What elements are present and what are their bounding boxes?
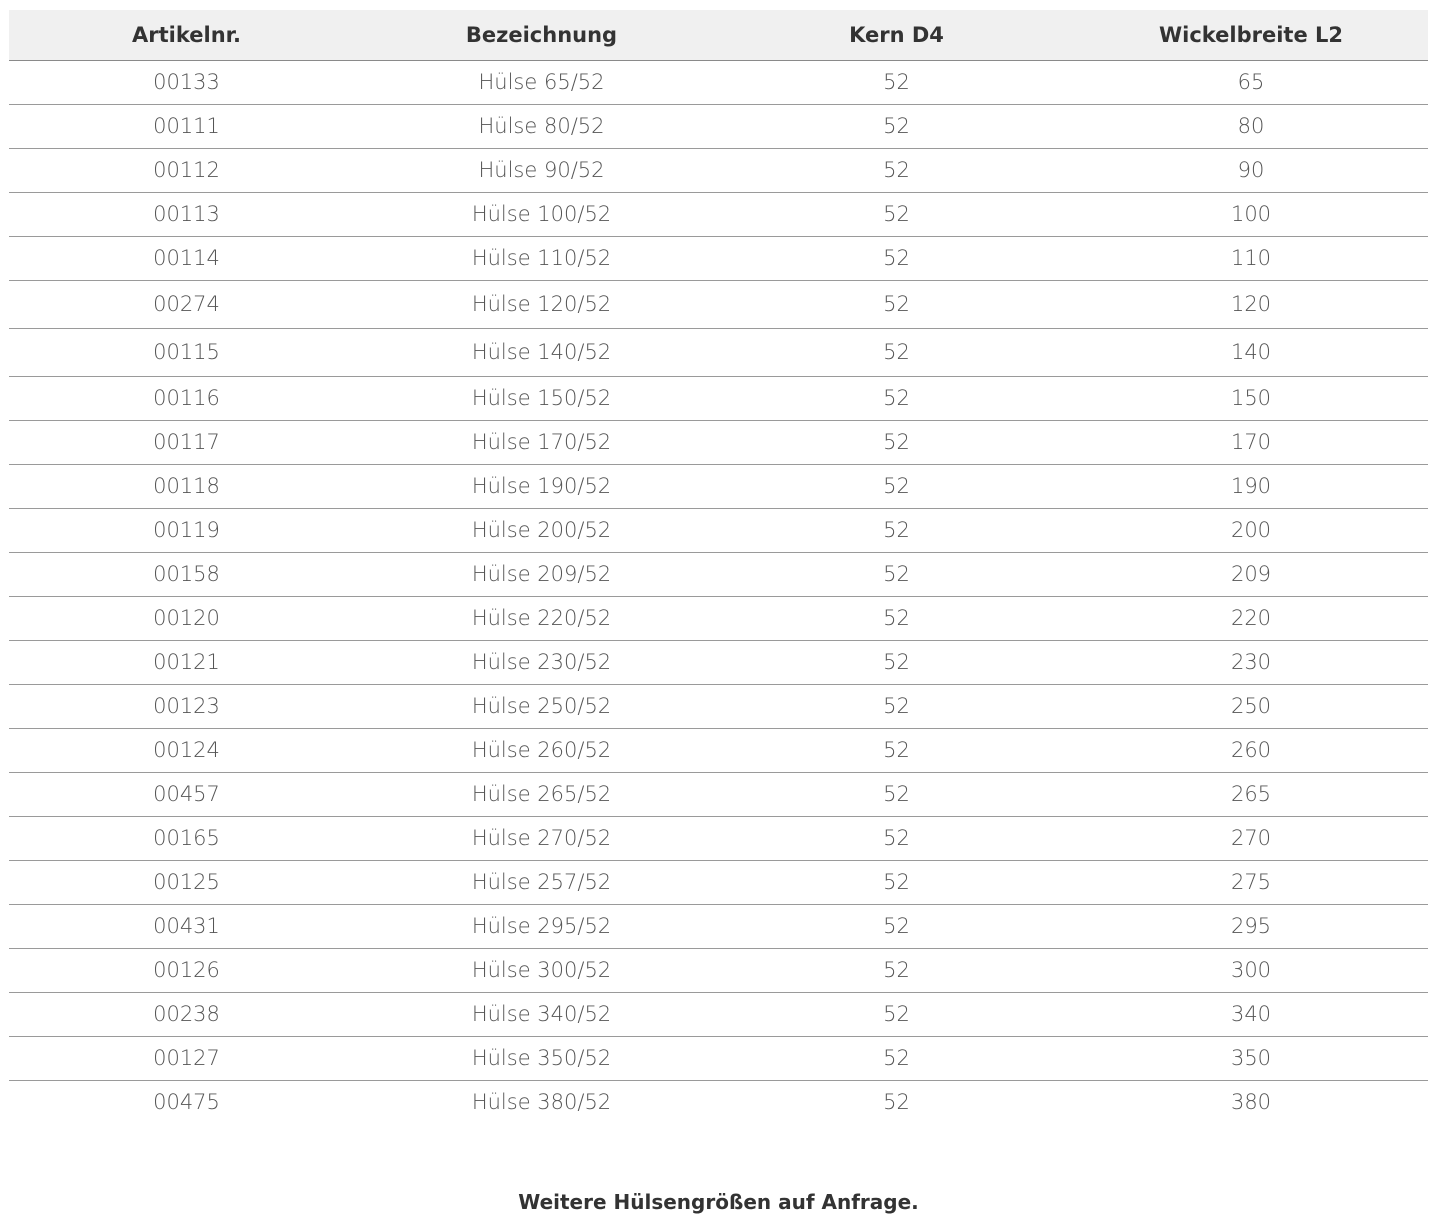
cell-article-number: 00158 [9,552,364,596]
cell-article-number: 00114 [9,236,364,280]
cell-core-d4: 52 [719,192,1074,236]
cell-designation: Hülse 230/52 [364,640,719,684]
table-row [9,236,1428,280]
cell-article-number: 00124 [9,728,364,772]
table-row [9,992,1428,1036]
table-row [9,596,1428,640]
cell-designation: Hülse 250/52 [364,684,719,728]
cell-core-d4: 52 [719,148,1074,192]
table-row [9,684,1428,728]
cell-designation: Hülse 120/52 [364,280,719,328]
cell-winding-width-l2: 340 [1074,992,1428,1036]
cell-winding-width-l2: 275 [1074,860,1428,904]
cell-core-d4: 52 [719,236,1074,280]
cell-designation: Hülse 300/52 [364,948,719,992]
cell-core-d4: 52 [719,328,1074,376]
cell-core-d4: 52 [719,816,1074,860]
cell-designation: Hülse 200/52 [364,508,719,552]
table-row [9,60,1428,104]
header-core-d4: Kern D4 [719,10,1074,60]
cell-article-number: 00431 [9,904,364,948]
cell-designation: Hülse 220/52 [364,596,719,640]
cell-winding-width-l2: 150 [1074,376,1428,420]
cell-article-number: 00165 [9,816,364,860]
cell-designation: Hülse 150/52 [364,376,719,420]
cell-article-number: 00113 [9,192,364,236]
cell-designation: Hülse 380/52 [471,1090,612,1115]
cell-winding-width-l2: 250 [1074,684,1428,728]
cell-article-number: 00118 [9,464,364,508]
cell-article-number: 00238 [9,992,364,1036]
cell-core-d4: 52 [719,60,1074,104]
table-row [9,860,1428,904]
cell-designation: Hülse 100/52 [364,192,719,236]
table-body [9,60,1428,1124]
cell-core-d4: 52 [719,992,1074,1036]
cell-article-number: 00457 [9,772,364,816]
cell-core-d4: 52 [719,904,1074,948]
cell-article-number: 00125 [9,860,364,904]
cell-article-number: 00126 [9,948,364,992]
cell-winding-width-l2: 90 [1074,148,1428,192]
cell-core-d4: 52 [719,280,1074,328]
footnote: Weitere Hülsengrößen auf Anfrage. [518,1190,919,1214]
table-row [9,1080,1428,1124]
cell-designation: Hülse 90/52 [364,148,719,192]
cell-designation: Hülse 340/52 [364,992,719,1036]
cell-core-d4: 52 [719,728,1074,772]
table-row [9,728,1428,772]
header-winding-width-l2: Wickelbreite L2 [1074,10,1428,60]
table-row [9,904,1428,948]
table-header [9,10,1428,60]
table-row [9,420,1428,464]
header-designation: Bezeichnung [364,10,719,60]
cell-winding-width-l2: 110 [1074,236,1428,280]
table-row [9,772,1428,816]
cell-core-d4: 52 [719,948,1074,992]
cell-article-number: 00117 [9,420,364,464]
table-row [9,328,1428,376]
cell-article-number: 00274 [9,280,364,328]
cell-core-d4: 52 [719,1036,1074,1080]
cell-winding-width-l2: 270 [1074,816,1428,860]
cell-article-number: 00115 [9,328,364,376]
cell-winding-width-l2: 300 [1074,948,1428,992]
cell-article-number: 00112 [9,148,364,192]
cell-designation: Hülse 190/52 [364,464,719,508]
table-row [9,640,1428,684]
cell-core-d4: 52 [719,508,1074,552]
cell-winding-width-l2: 170 [1074,420,1428,464]
cell-core-d4: 52 [719,684,1074,728]
cell-core-d4: 52 [719,552,1074,596]
table-row [9,1036,1428,1080]
cell-article-number: 00111 [9,104,364,148]
cell-winding-width-l2: 200 [1074,508,1428,552]
product-table [9,10,1428,1124]
table-header-row [9,10,1428,60]
cell-core-d4: 52 [719,420,1074,464]
cell-designation: Hülse 140/52 [364,328,719,376]
table-row [9,104,1428,148]
cell-article-number: 00475 [153,1090,220,1115]
cell-core-d4: 52 [719,376,1074,420]
table-row [9,464,1428,508]
cell-article-number: 00133 [9,60,364,104]
table-row [9,948,1428,992]
cell-article-number: 00116 [9,376,364,420]
table-row [9,192,1428,236]
cell-article-number: 00121 [9,640,364,684]
cell-core-d4: 52 [883,1090,910,1115]
cell-designation: Hülse 110/52 [364,236,719,280]
cell-winding-width-l2: 140 [1074,328,1428,376]
cell-designation: Hülse 350/52 [364,1036,719,1080]
cell-core-d4: 52 [719,860,1074,904]
table-row [9,508,1428,552]
table-row [9,376,1428,420]
cell-designation: Hülse 270/52 [364,816,719,860]
cell-winding-width-l2: 260 [1074,728,1428,772]
cell-winding-width-l2: 295 [1074,904,1428,948]
cell-core-d4: 52 [719,772,1074,816]
cell-article-number: 00127 [9,1036,364,1080]
cell-designation: Hülse 260/52 [364,728,719,772]
product-table-container [9,10,1428,1124]
header-article-number: Artikelnr. [9,10,364,60]
cell-article-number: 00119 [9,508,364,552]
cell-winding-width-l2: 120 [1074,280,1428,328]
table-row [9,552,1428,596]
table-row [9,816,1428,860]
cell-designation: Hülse 265/52 [364,772,719,816]
cell-core-d4: 52 [719,596,1074,640]
cell-winding-width-l2: 380 [1230,1090,1272,1115]
cell-winding-width-l2: 220 [1074,596,1428,640]
cell-designation: Hülse 80/52 [364,104,719,148]
cell-core-d4: 52 [719,640,1074,684]
cell-designation: Hülse 257/52 [364,860,719,904]
cell-winding-width-l2: 230 [1074,640,1428,684]
cell-designation: Hülse 209/52 [364,552,719,596]
cell-winding-width-l2: 190 [1074,464,1428,508]
cell-core-d4: 52 [719,464,1074,508]
cell-winding-width-l2: 265 [1074,772,1428,816]
cell-winding-width-l2: 209 [1074,552,1428,596]
cell-designation: Hülse 295/52 [364,904,719,948]
cell-winding-width-l2: 65 [1074,60,1428,104]
cell-designation: Hülse 65/52 [364,60,719,104]
cell-winding-width-l2: 100 [1074,192,1428,236]
cell-article-number: 00120 [9,596,364,640]
cell-winding-width-l2: 80 [1074,104,1428,148]
cell-designation: Hülse 170/52 [364,420,719,464]
cell-article-number: 00123 [9,684,364,728]
table-row [9,148,1428,192]
cell-winding-width-l2: 350 [1074,1036,1428,1080]
cell-core-d4: 52 [719,104,1074,148]
table-row [9,280,1428,328]
